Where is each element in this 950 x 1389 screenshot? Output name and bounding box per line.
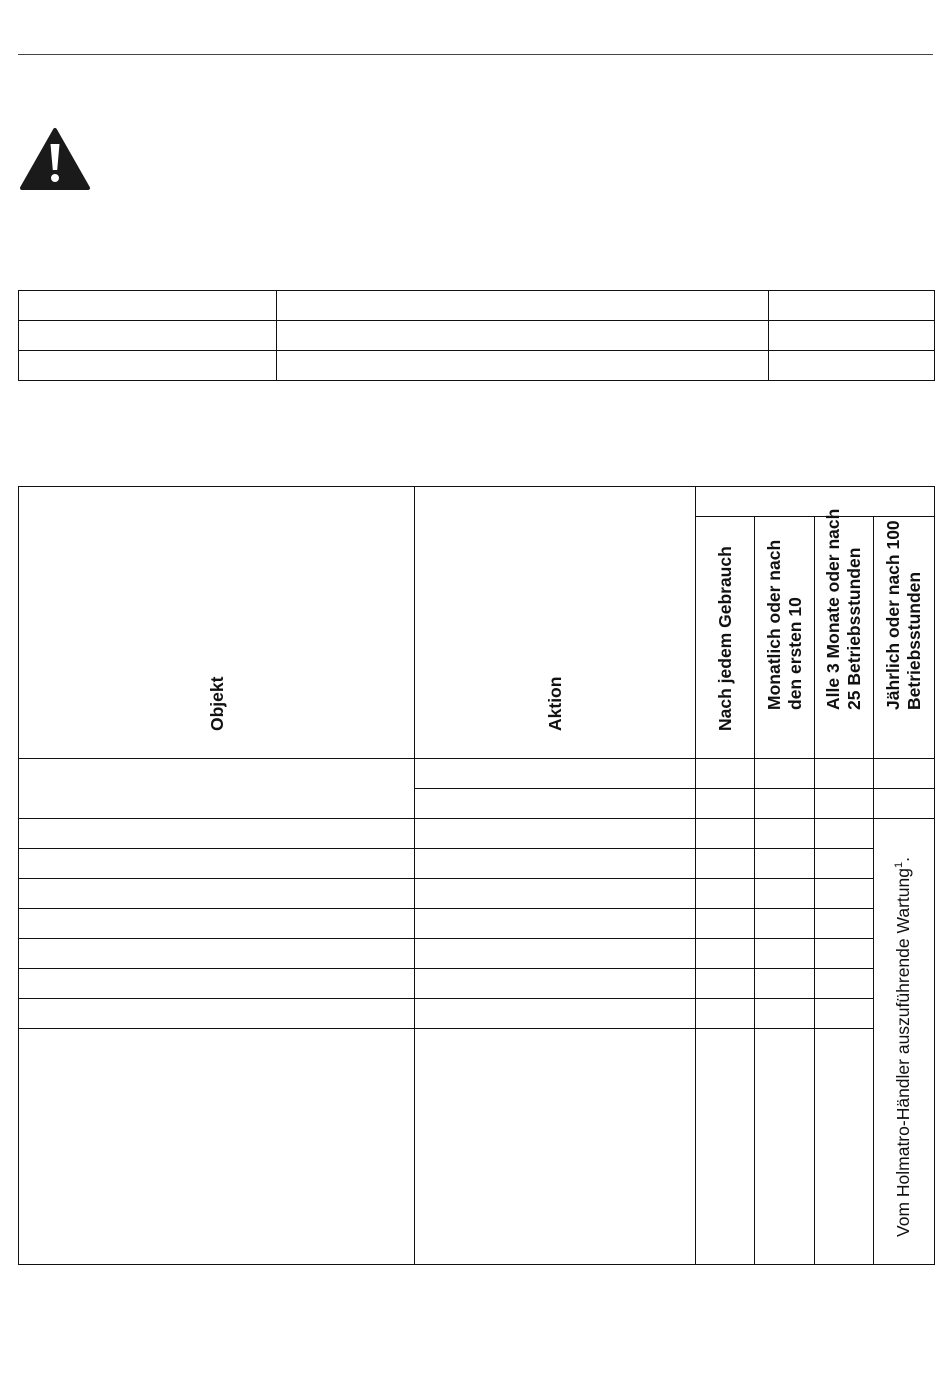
info-table <box>18 290 935 381</box>
table-row <box>19 291 935 321</box>
aktion-header-label: Aktion <box>545 676 565 731</box>
table-row <box>19 321 935 351</box>
table-row <box>19 849 935 879</box>
table-row <box>19 1029 935 1265</box>
top-rule <box>18 54 933 55</box>
interval-group-header <box>696 487 935 517</box>
table-row <box>19 999 935 1029</box>
interval-header-label: 25 Betriebsstunden <box>844 547 864 710</box>
interval-header-label: den ersten 10 <box>784 597 805 710</box>
table-row <box>19 879 935 909</box>
table-row <box>19 969 935 999</box>
aktion-header <box>415 487 696 759</box>
interval-header <box>874 517 935 759</box>
table-row <box>19 759 935 789</box>
warning-triangle-icon <box>19 127 91 191</box>
objekt-header-label: Objekt <box>206 676 227 731</box>
footnote-marker: 1 <box>893 861 906 869</box>
table-row <box>19 939 935 969</box>
maintenance-table <box>18 486 935 1265</box>
interval-header-label: Monatlich oder nach <box>763 539 784 710</box>
dealer-maintenance-cell <box>874 819 935 1265</box>
dealer-maintenance-note: Vom Holmatro-Händler auszuführende Wartung$^1$. <box>893 857 913 1237</box>
table-row <box>19 819 935 849</box>
interval-header-label: Alle 3 Monate oder nach <box>823 508 843 710</box>
table-row <box>19 909 935 939</box>
objekt-header <box>19 487 415 759</box>
table-row <box>19 351 935 381</box>
table-row <box>19 487 935 517</box>
interval-header-label: Betriebsstunden <box>904 571 924 710</box>
interval-header <box>696 517 755 759</box>
interval-header <box>815 508 874 759</box>
interval-header-label: Nach jedem Gebrauch <box>715 546 735 731</box>
interval-header <box>755 517 815 759</box>
interval-header-label: Jährlich oder nach 100 <box>883 520 903 710</box>
